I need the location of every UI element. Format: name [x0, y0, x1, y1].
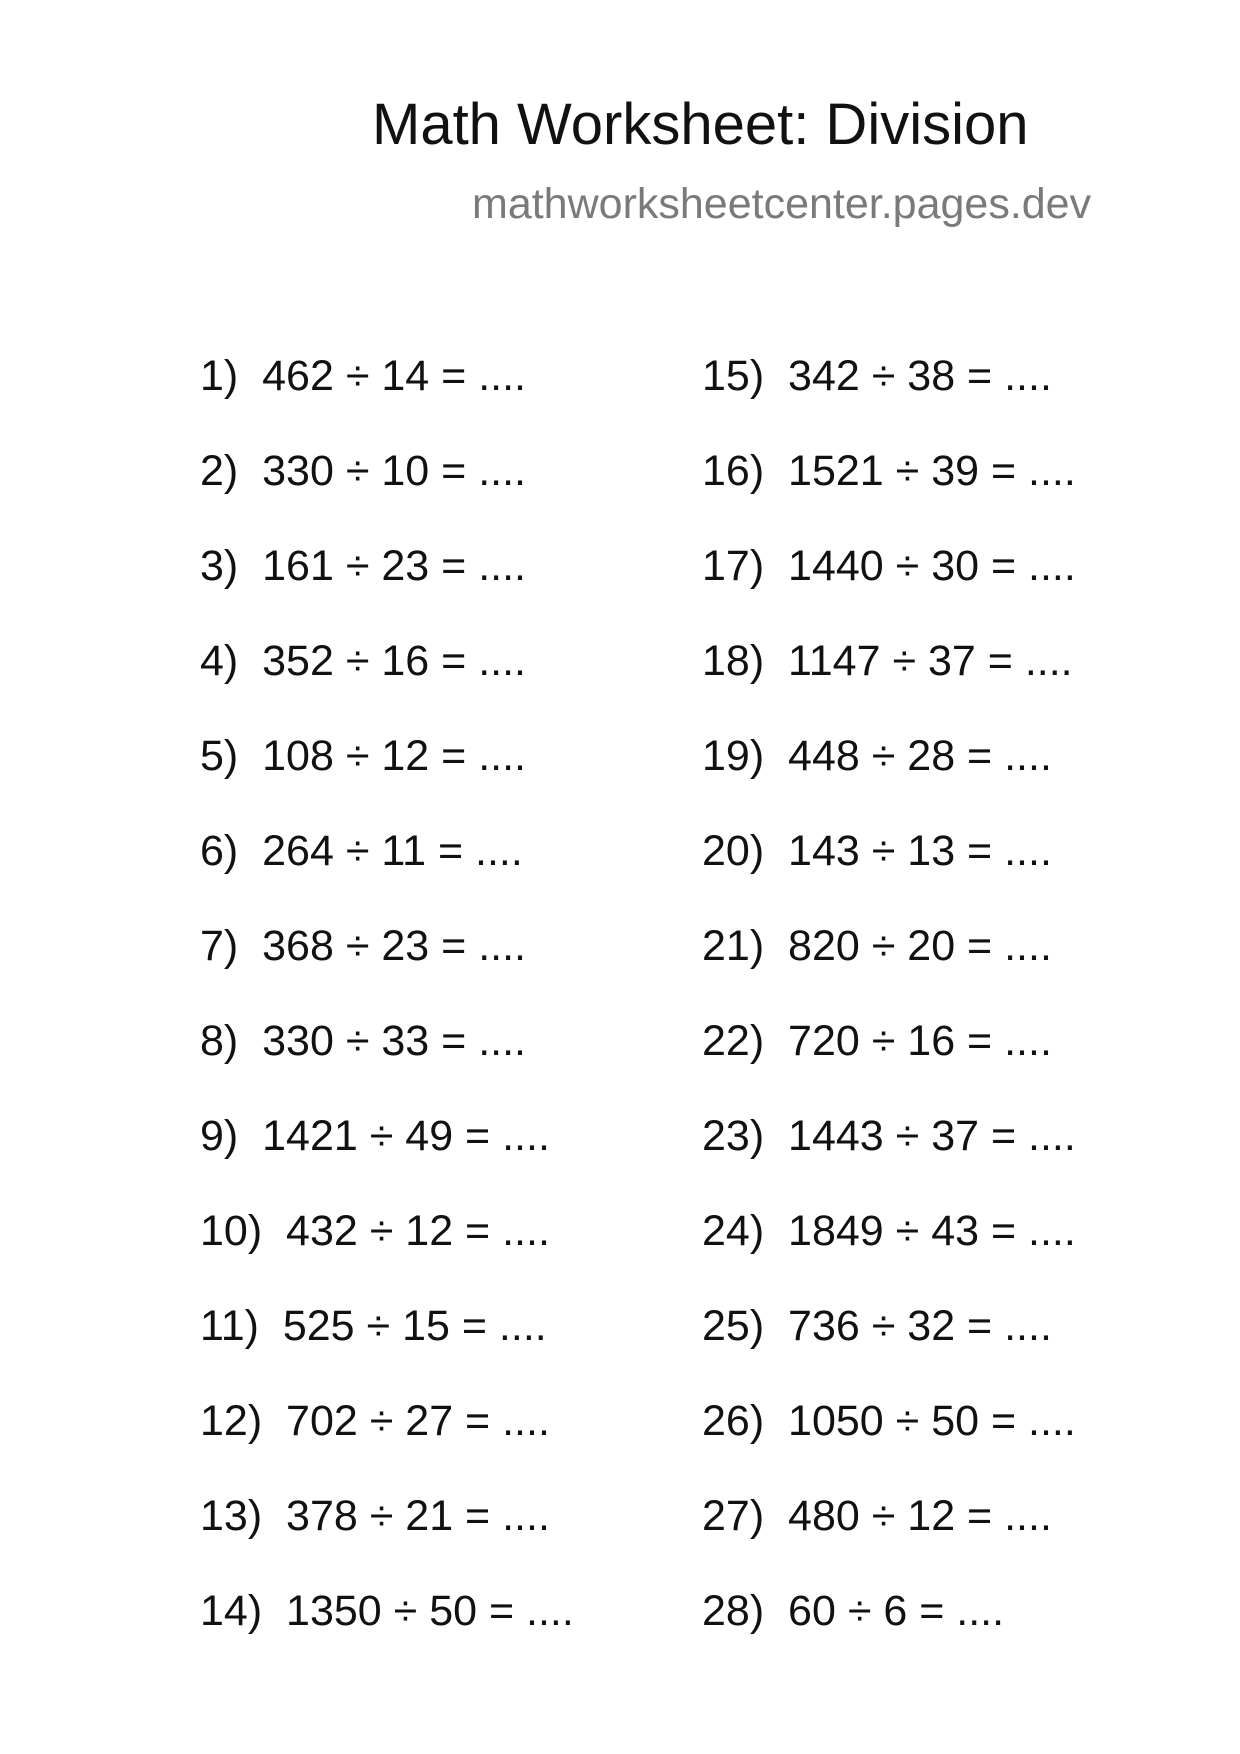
problem-14: 14) 1350 ÷ 50 = .... — [200, 1587, 574, 1635]
problem-26: 26) 1050 ÷ 50 = .... — [702, 1397, 1076, 1445]
problem-4: 4) 352 ÷ 16 = .... — [200, 637, 526, 685]
problem-18: 18) 1147 ÷ 37 = .... — [702, 637, 1073, 685]
problem-column-left — [200, 352, 660, 1682]
problem-16: 16) 1521 ÷ 39 = .... — [702, 447, 1076, 495]
problem-12: 12) 702 ÷ 27 = .... — [200, 1397, 550, 1445]
problem-8: 8) 330 ÷ 33 = .... — [200, 1017, 526, 1065]
problem-15: 15) 342 ÷ 38 = .... — [702, 352, 1052, 400]
problem-3: 3) 161 ÷ 23 = .... — [200, 542, 526, 590]
problem-column-right — [702, 352, 1162, 1682]
problem-23: 23) 1443 ÷ 37 = .... — [702, 1112, 1076, 1160]
problem-21: 21) 820 ÷ 20 = .... — [702, 922, 1052, 970]
problem-1: 1) 462 ÷ 14 = .... — [200, 352, 526, 400]
problem-10: 10) 432 ÷ 12 = .... — [200, 1207, 550, 1255]
problem-13: 13) 378 ÷ 21 = .... — [200, 1492, 550, 1540]
problem-5: 5) 108 ÷ 12 = .... — [200, 732, 526, 780]
problem-19: 19) 448 ÷ 28 = .... — [702, 732, 1052, 780]
problem-27: 27) 480 ÷ 12 = .... — [702, 1492, 1052, 1540]
problem-7: 7) 368 ÷ 23 = .... — [200, 922, 526, 970]
problem-9: 9) 1421 ÷ 49 = .... — [200, 1112, 550, 1160]
problem-22: 22) 720 ÷ 16 = .... — [702, 1017, 1052, 1065]
problem-20: 20) 143 ÷ 13 = .... — [702, 827, 1052, 875]
problem-11: 11) 525 ÷ 15 = .... — [200, 1302, 547, 1350]
problem-25: 25) 736 ÷ 32 = .... — [702, 1302, 1052, 1350]
problem-24: 24) 1849 ÷ 43 = .... — [702, 1207, 1076, 1255]
problem-28: 28) 60 ÷ 6 = .... — [702, 1587, 1005, 1635]
problem-6: 6) 264 ÷ 11 = .... — [200, 827, 523, 875]
problem-17: 17) 1440 ÷ 30 = .... — [702, 542, 1076, 590]
worksheet-source-url: mathworksheetcenter.pages.dev — [472, 180, 1092, 228]
problem-2: 2) 330 ÷ 10 = .... — [200, 447, 526, 495]
worksheet-title: Math Worksheet: Division — [372, 92, 1029, 157]
